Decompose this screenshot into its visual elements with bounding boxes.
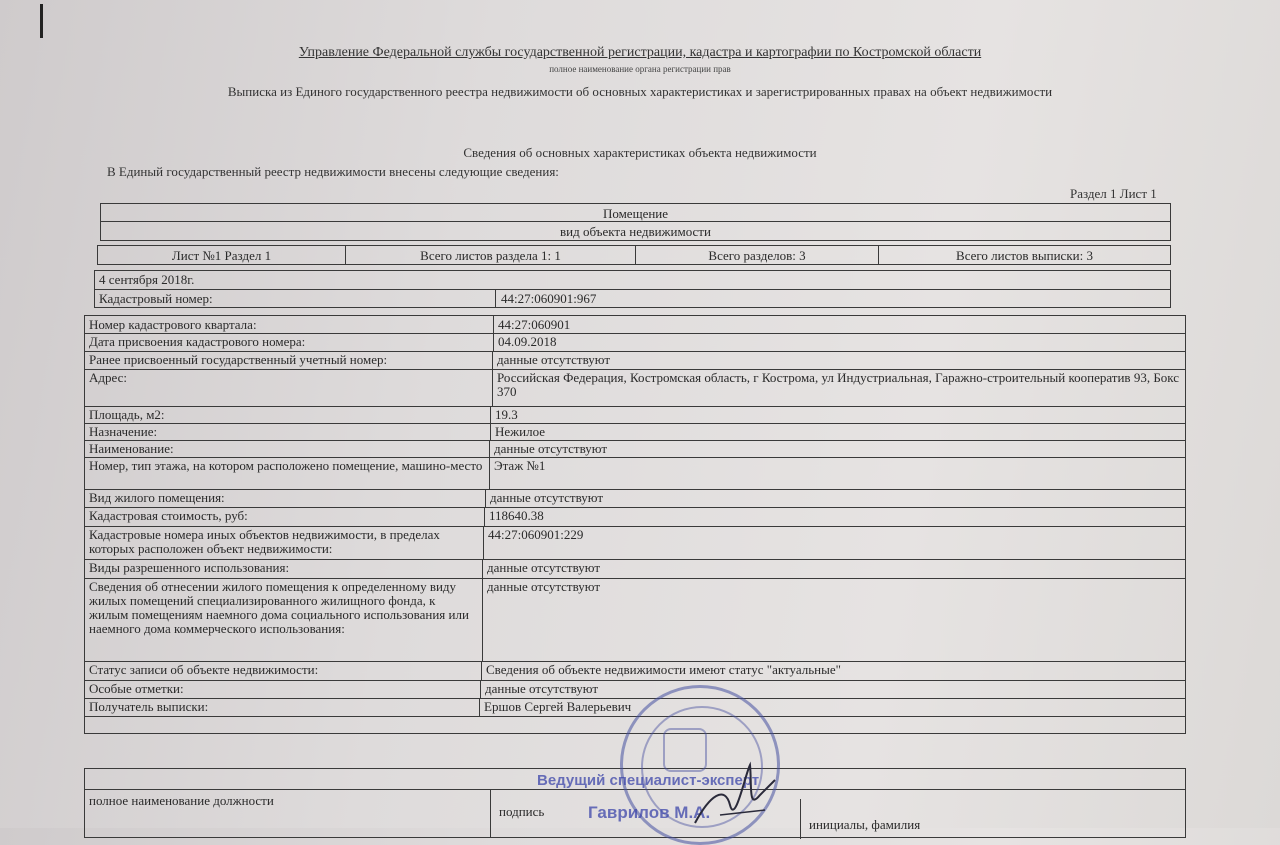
position-caption: полное наименование должности bbox=[89, 793, 274, 808]
table-row-label: Ранее присвоенный государственный учетный номер: bbox=[89, 352, 388, 367]
authority-caption: полное наименование органа регистрации прав bbox=[549, 64, 731, 74]
table-row-label: Получатель выписки: bbox=[89, 699, 209, 714]
stamp-position: Ведущий специалист-эксперт bbox=[537, 772, 760, 789]
table-row-label: Виды разрешенного использования: bbox=[89, 560, 290, 575]
table-row-value: Ершов Сергей Валерьевич bbox=[484, 699, 632, 714]
section-title: Сведения об основных характеристиках объекта недвижимости bbox=[463, 145, 817, 160]
cadastral-number-label: Кадастровый номер: bbox=[99, 291, 213, 306]
table-row-value: 44:27:060901:229 bbox=[488, 527, 584, 542]
table-row-value: 44:27:060901 bbox=[498, 317, 571, 332]
sheet-label: Раздел 1 Лист 1 bbox=[1070, 186, 1157, 201]
table-row-value: Сведения об объекте недвижимости имеют статус "актуальные" bbox=[486, 662, 841, 677]
table-row-label: Кадастровые номера иных объектов недвижимости, в пределах которых расположен объект недвижимости: bbox=[89, 527, 440, 556]
stamp-name: Гаврилов М.А. bbox=[588, 803, 711, 822]
cadastral-number-value: 44:27:060901:967 bbox=[501, 291, 597, 306]
object-type: Помещение bbox=[602, 206, 669, 221]
table-row-label: Назначение: bbox=[89, 424, 158, 439]
table-row-label: Статус записи об объекте недвижимости: bbox=[89, 662, 319, 677]
table-row-label: Площадь, м2: bbox=[89, 407, 165, 422]
table-row-label: Номер, тип этажа, на котором расположено помещение, машино-место bbox=[89, 458, 483, 473]
extract-sheets-total: Всего листов выписки: 3 bbox=[956, 248, 1093, 263]
table-row-label: Наименование: bbox=[89, 441, 174, 456]
object-type-box bbox=[100, 203, 1171, 241]
table-row-value: 118640.38 bbox=[489, 508, 544, 523]
name-caption: инициалы, фамилия bbox=[809, 817, 921, 832]
table-row-label: Номер кадастрового квартала: bbox=[89, 317, 257, 332]
section-sheets-total: Всего листов раздела 1: 1 bbox=[420, 248, 561, 263]
table-row-label: Особые отметки: bbox=[89, 681, 184, 696]
date-cadastral-box bbox=[94, 270, 1171, 308]
table-row-label: Вид жилого помещения: bbox=[89, 490, 225, 505]
table-row-value: Российская Федерация, Костромская область, г Кострома, ул Индустриальная, Гаражно-строительный кооператив 93, Бокс 370 bbox=[497, 370, 1180, 399]
intro-text: В Единый государственный реестр недвижимости внесены следующие сведения: bbox=[107, 164, 559, 179]
table-row-value: данные отсутствуют bbox=[487, 560, 601, 575]
table-row-value: 19.3 bbox=[495, 407, 518, 422]
extract-title: Выписка из Единого государственного реестра недвижимости об основных характеристиках и зарегистрированных правах на объект недвижимости bbox=[227, 84, 1053, 99]
extract-date: 4 сентября 2018г. bbox=[99, 272, 195, 287]
table-row-value: 04.09.2018 bbox=[498, 334, 557, 349]
page-edge-mark bbox=[40, 4, 43, 38]
sheet-info-row bbox=[97, 245, 1171, 265]
signature-caption: подпись bbox=[499, 804, 545, 819]
characteristics-table-frame bbox=[84, 315, 1186, 734]
table-row-value: данные отсутствуют bbox=[494, 441, 608, 456]
table-row-value: данные отсутствуют bbox=[490, 490, 604, 505]
table-row-value: данные отсутствуют bbox=[497, 352, 611, 367]
table-row-value: данные отсутствуют bbox=[485, 681, 599, 696]
table-row-value: Нежилое bbox=[495, 424, 546, 439]
sections-total: Всего разделов: 3 bbox=[708, 248, 806, 263]
table-row-label: Дата присвоения кадастрового номера: bbox=[89, 334, 306, 349]
table-row-label: Адрес: bbox=[89, 370, 127, 385]
authority-name: Управление Федеральной службы государственной регистрации, кадастра и картографии по Костромской области bbox=[298, 45, 982, 60]
handwritten-signature bbox=[690, 755, 780, 828]
table-row-label: Сведения об отнесении жилого помещения к определенному виду жилых помещений специализированного жилищного фонда, к жилым помещениям наемного дома социального использования или наемного дома коммерческого использования: bbox=[89, 579, 469, 636]
sheet-number: Лист №1 Раздел 1 bbox=[171, 248, 272, 263]
table-row-value: данные отсутствуют bbox=[487, 579, 601, 594]
table-row-label: Кадастровая стоимость, руб: bbox=[89, 508, 248, 523]
object-type-caption: вид объекта недвижимости bbox=[560, 224, 711, 239]
table-row-value: Этаж №1 bbox=[494, 458, 546, 473]
